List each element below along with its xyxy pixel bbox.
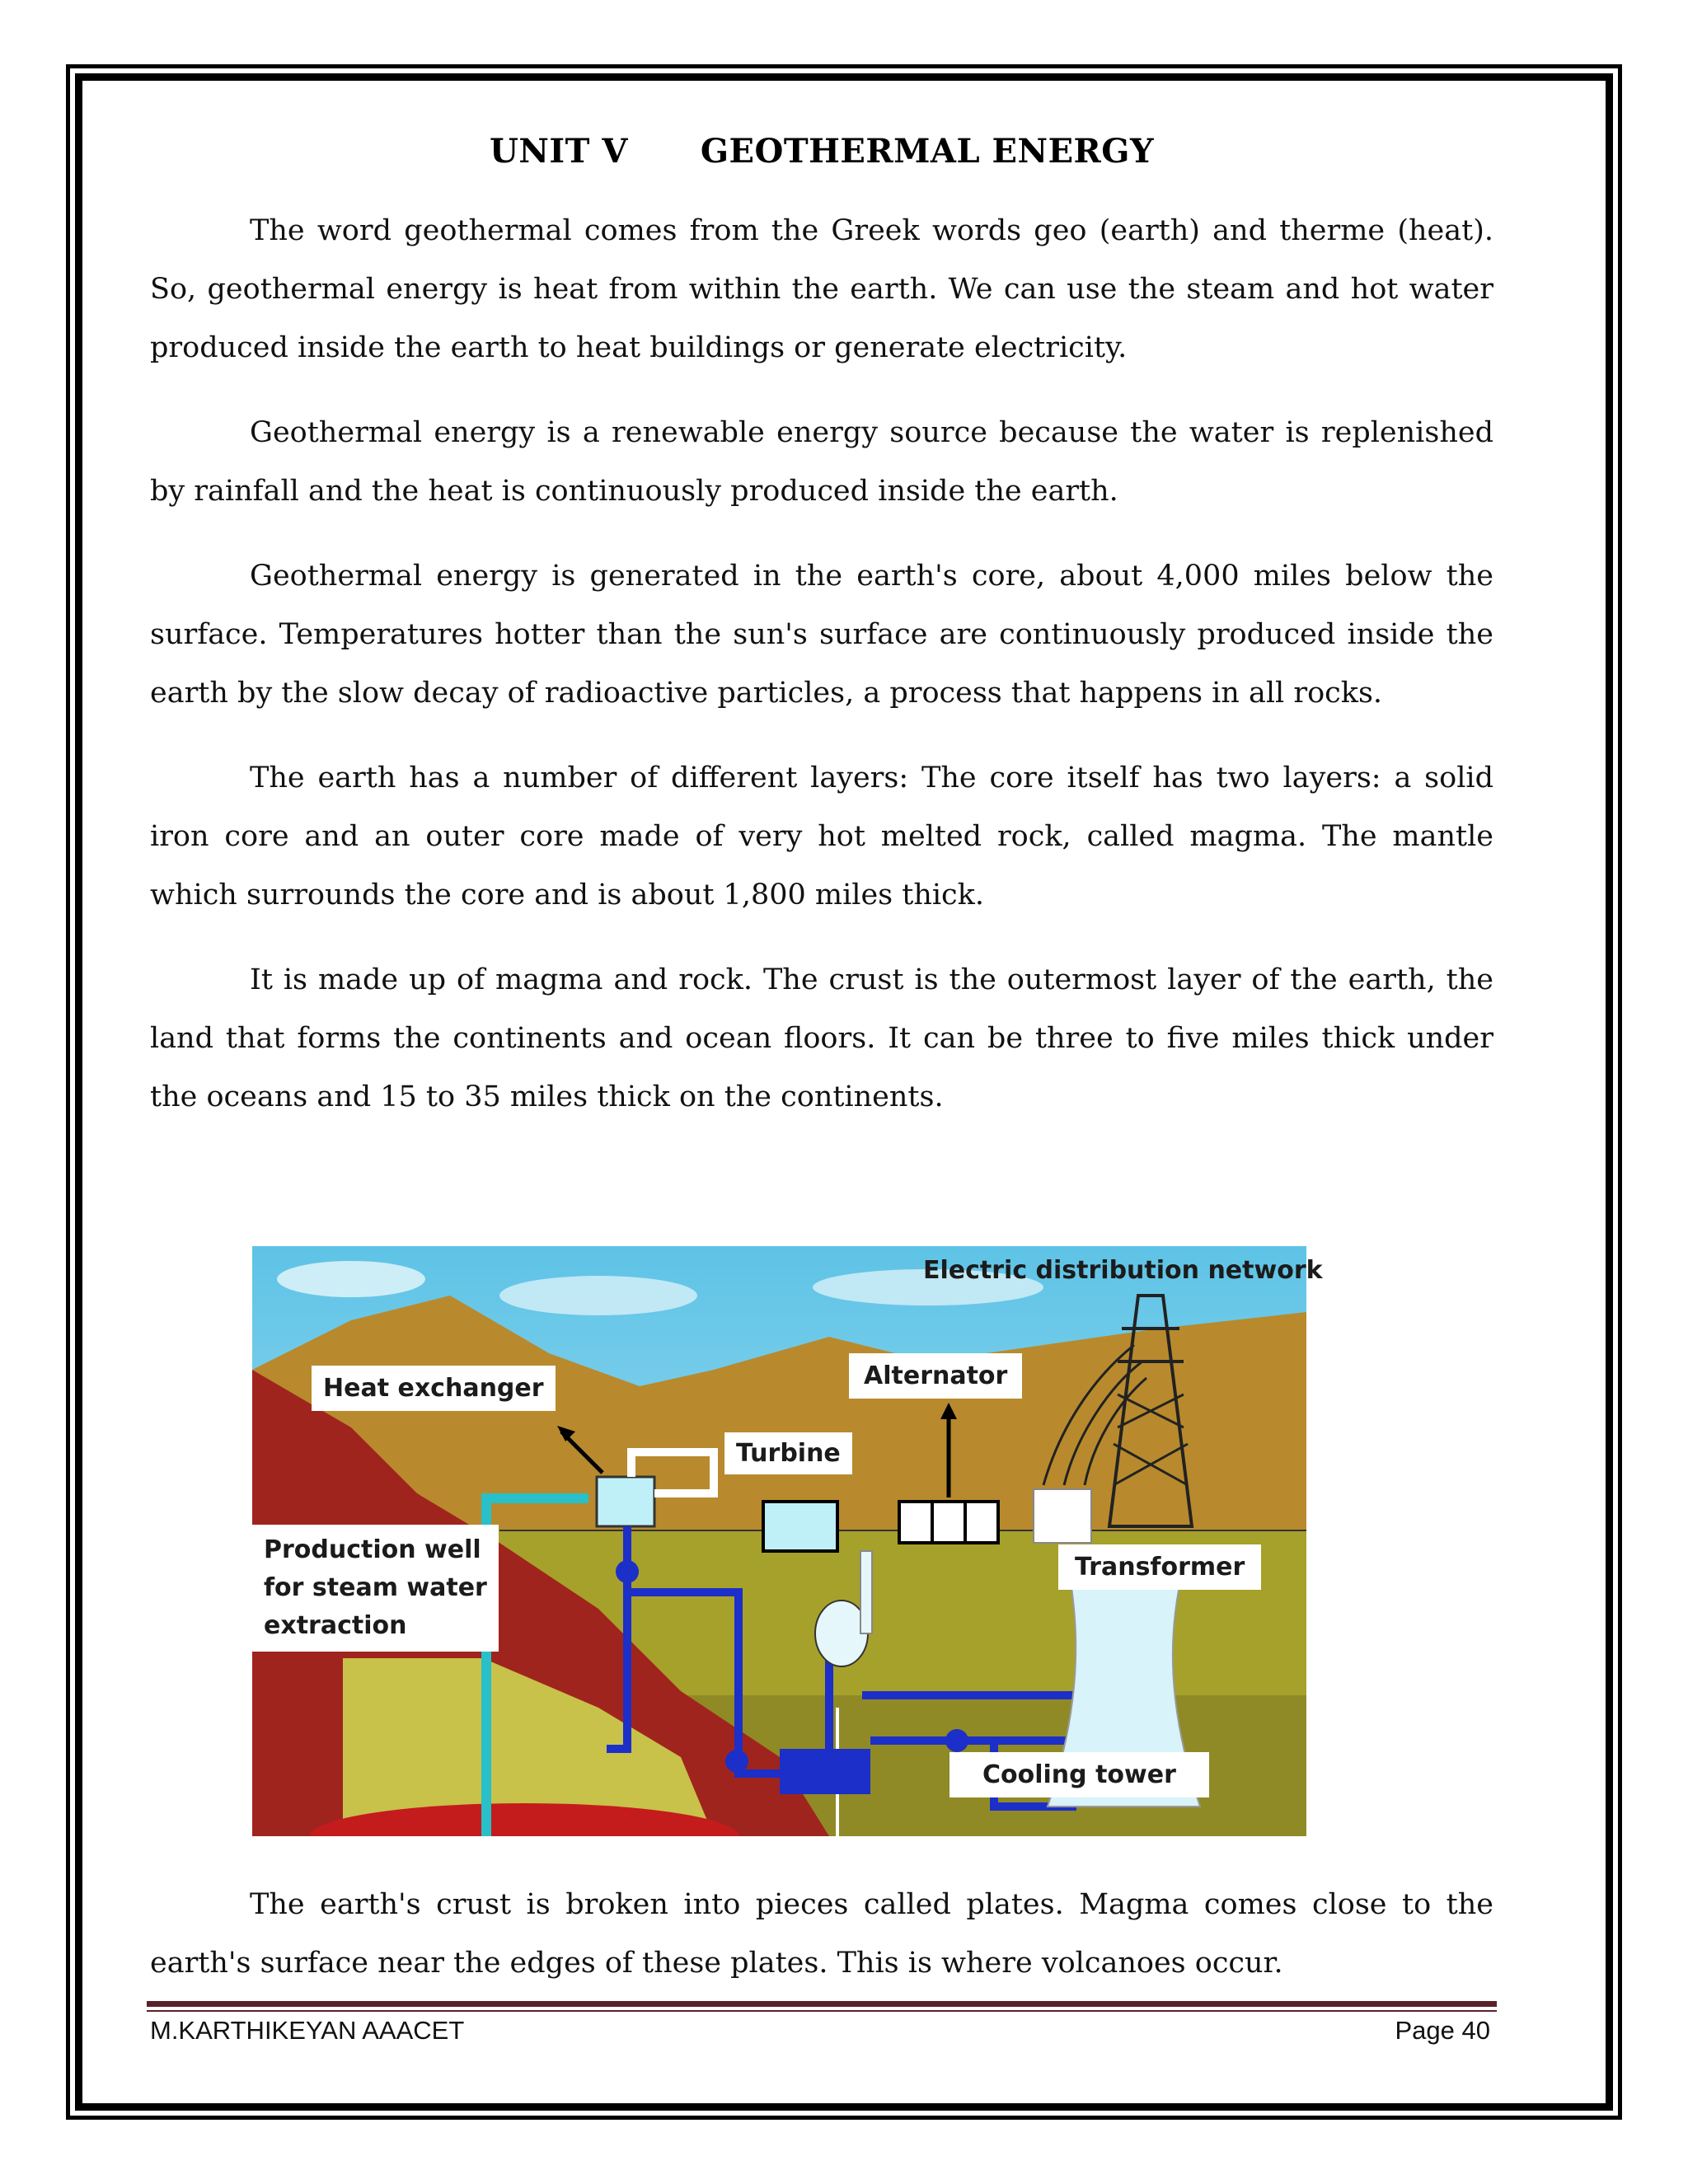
label-production-well-line-1: Production well bbox=[264, 1535, 481, 1564]
geothermal-plant-diagram bbox=[252, 1246, 1323, 1836]
label-transformer: Transformer bbox=[1058, 1544, 1261, 1590]
label-cooling-tower: Cooling tower bbox=[950, 1752, 1209, 1797]
label-production-well-line-2: for steam water bbox=[264, 1573, 487, 1602]
paragraph-4: The earth has a number of different layers: The core itself has two layers: a solid iron core and an outer core made of very hot melted rock, called magma. The mantle which surrounds the core and is about 1,800 miles thick. bbox=[150, 762, 1493, 912]
label-turbine: Turbine bbox=[724, 1432, 852, 1474]
footer-author: M.KARTHIKEYAN AAACET bbox=[150, 2016, 465, 2045]
paragraph-3: Geothermal energy is generated in the earth's core, about 4,000 miles below the surface. Temperatures hotter than the sun's surface are continuously produced inside the earth by the slow decay of radioactive particles, a process that happens in all rocks. bbox=[150, 560, 1493, 710]
paragraph-5: It is made up of magma and rock. The crust is the outermost layer of the earth, the land that forms the continents and ocean floors. It can be three to five miles thick under the oceans and 15 to 35 miles thick on the continents. bbox=[150, 963, 1493, 1113]
label-production-well-line-3: extraction bbox=[264, 1611, 407, 1640]
closing-paragraph: The earth's crust is broken into pieces called plates. Magma comes close to the earth's surface near the edges of these plates. This is where volcanoes occur. bbox=[150, 1888, 1493, 1980]
paragraph-1: The word geothermal comes from the Greek words geo (earth) and therme (heat). So, geothermal energy is heat from within the earth. We can use the steam and hot water produced inside the earth to heat buildings or generate electricity. bbox=[150, 214, 1493, 364]
footer-page-number: Page 40 bbox=[1395, 2016, 1490, 2045]
page-title bbox=[150, 132, 1493, 171]
label-heat-exchanger: Heat exchanger bbox=[312, 1366, 556, 1411]
label-production-well bbox=[252, 1525, 499, 1652]
unit-heading: GEOTHERMAL ENERGY bbox=[700, 132, 1155, 171]
paragraph-2: Geothermal energy is a renewable energy source because the water is replenished by rainfall and the heat is continuously produced inside the earth. bbox=[150, 416, 1493, 508]
page-content bbox=[150, 132, 1493, 1153]
label-alternator: Alternator bbox=[849, 1353, 1022, 1399]
footer-rule-thick bbox=[147, 2001, 1497, 2007]
label-network: Electric distribution network bbox=[923, 1256, 1323, 1285]
unit-label: UNIT V bbox=[489, 132, 628, 171]
footer-rule-thin bbox=[147, 2010, 1497, 2012]
